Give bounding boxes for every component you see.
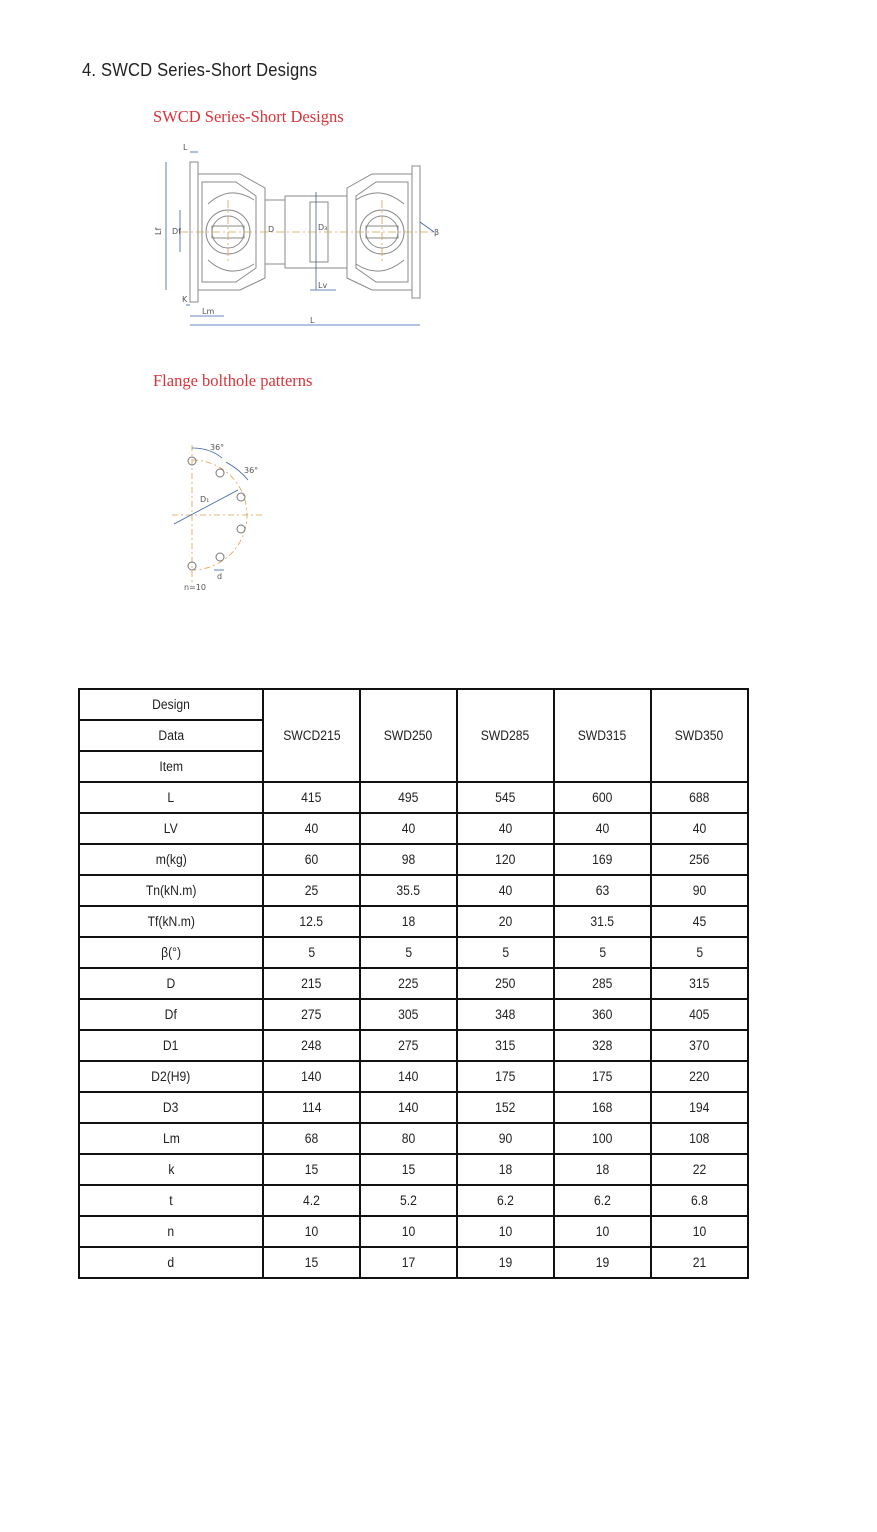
table-cell: 6.2 <box>457 1185 554 1216</box>
table-cell: 5 <box>263 937 360 968</box>
row-item-label: t <box>79 1185 263 1216</box>
table-cell: 120 <box>457 844 554 875</box>
label-lv: Lv <box>318 281 328 290</box>
table-cell: 5 <box>554 937 651 968</box>
label-l-top: L <box>183 143 188 152</box>
table-cell: 15 <box>263 1154 360 1185</box>
page-heading: 4. SWCD Series-Short Designs <box>82 60 318 80</box>
table-cell: 40 <box>263 813 360 844</box>
row-item-label: Tf(kN.m) <box>79 906 263 937</box>
table-cell: 140 <box>360 1061 457 1092</box>
label-beta: β <box>434 228 440 237</box>
table-cell: 152 <box>457 1092 554 1123</box>
table-cell: 31.5 <box>554 906 651 937</box>
table-row <box>79 1061 748 1092</box>
specification-table <box>78 688 749 1279</box>
row-item-label: n <box>79 1216 263 1247</box>
table-row <box>79 1092 748 1123</box>
row-item-label: β(°) <box>79 937 263 968</box>
table-cell: 21 <box>651 1247 748 1278</box>
table-cell: 19 <box>554 1247 651 1278</box>
table-cell: 40 <box>651 813 748 844</box>
table-cell: 10 <box>651 1216 748 1247</box>
label-angle-2: 36° <box>244 466 259 475</box>
table-cell: 15 <box>263 1247 360 1278</box>
bolthole-title: Flange bolthole patterns <box>153 371 313 390</box>
table-cell: 168 <box>554 1092 651 1123</box>
table-cell: 328 <box>554 1030 651 1061</box>
label-l: L <box>310 316 315 325</box>
label-d: D <box>268 225 275 234</box>
row-item-label: D <box>79 968 263 999</box>
label-df: Df <box>172 227 181 236</box>
table-row <box>79 1185 748 1216</box>
table-cell: 108 <box>651 1123 748 1154</box>
table-cell: 4.2 <box>263 1185 360 1216</box>
table-cell: 10 <box>360 1216 457 1247</box>
table-cell: 98 <box>360 844 457 875</box>
table-row <box>79 906 748 937</box>
table-cell: 175 <box>457 1061 554 1092</box>
table-cell: 600 <box>554 782 651 813</box>
table-cell: 250 <box>457 968 554 999</box>
table-cell: 40 <box>360 813 457 844</box>
table-cell: 248 <box>263 1030 360 1061</box>
table-row <box>79 782 748 813</box>
table-row <box>79 1030 748 1061</box>
row-item-label: d <box>79 1247 263 1278</box>
table-row <box>79 813 748 844</box>
table-cell: 5 <box>651 937 748 968</box>
table-cell: 40 <box>457 813 554 844</box>
table-cell: 275 <box>263 999 360 1030</box>
table-cell: 140 <box>360 1092 457 1123</box>
table-cell: 6.8 <box>651 1185 748 1216</box>
label-lm: Lm <box>202 307 215 316</box>
table-cell: 688 <box>651 782 748 813</box>
table-cell: 360 <box>554 999 651 1030</box>
table-cell: 225 <box>360 968 457 999</box>
row-item-label: Df <box>79 999 263 1030</box>
label-k: K <box>182 295 188 304</box>
table-cell: 370 <box>651 1030 748 1061</box>
table-cell: 194 <box>651 1092 748 1123</box>
header-label-item: Item <box>79 751 263 782</box>
row-item-label: D3 <box>79 1092 263 1123</box>
model-header: SWD285 <box>457 689 554 782</box>
table-cell: 169 <box>554 844 651 875</box>
table-cell: 40 <box>554 813 651 844</box>
table-cell: 5 <box>457 937 554 968</box>
row-item-label: m(kg) <box>79 844 263 875</box>
table-row <box>79 937 748 968</box>
row-item-label: k <box>79 1154 263 1185</box>
table-cell: 5 <box>360 937 457 968</box>
header-label-design: Design <box>79 689 263 720</box>
table-header-row <box>79 689 748 720</box>
table-cell: 19 <box>457 1247 554 1278</box>
label-d3: D₃ <box>318 223 328 232</box>
row-item-label: LV <box>79 813 263 844</box>
table-cell: 415 <box>263 782 360 813</box>
model-header: SWD350 <box>651 689 748 782</box>
table-cell: 35.5 <box>360 875 457 906</box>
label-n: n=10 <box>184 583 206 592</box>
table-cell: 545 <box>457 782 554 813</box>
table-cell: 175 <box>554 1061 651 1092</box>
table-cell: 45 <box>651 906 748 937</box>
table-cell: 60 <box>263 844 360 875</box>
table-row <box>79 999 748 1030</box>
table-cell: 256 <box>651 844 748 875</box>
label-angle-1: 36° <box>210 443 225 452</box>
table-cell: 25 <box>263 875 360 906</box>
table-cell: 20 <box>457 906 554 937</box>
label-d1: D₁ <box>200 495 210 504</box>
header-label-data: Data <box>79 720 263 751</box>
table-cell: 10 <box>554 1216 651 1247</box>
bolthole-pattern-drawing <box>170 440 270 595</box>
table-cell: 215 <box>263 968 360 999</box>
model-header: SWD250 <box>360 689 457 782</box>
table-cell: 285 <box>554 968 651 999</box>
model-header: SWCD215 <box>263 689 360 782</box>
table-cell: 315 <box>457 1030 554 1061</box>
table-row <box>79 1247 748 1278</box>
diagram-title: SWCD Series-Short Designs <box>153 107 344 126</box>
model-header: SWD315 <box>554 689 651 782</box>
table-cell: 10 <box>263 1216 360 1247</box>
table-cell: 63 <box>554 875 651 906</box>
row-item-label: Tn(kN.m) <box>79 875 263 906</box>
row-item-label: L <box>79 782 263 813</box>
table-cell: 22 <box>651 1154 748 1185</box>
table-cell: 114 <box>263 1092 360 1123</box>
row-item-label: D2(H9) <box>79 1061 263 1092</box>
table-row <box>79 1216 748 1247</box>
coupling-drawing <box>150 140 450 345</box>
table-cell: 495 <box>360 782 457 813</box>
table-cell: 18 <box>457 1154 554 1185</box>
table-cell: 6.2 <box>554 1185 651 1216</box>
row-item-label: D1 <box>79 1030 263 1061</box>
table-cell: 348 <box>457 999 554 1030</box>
table-row <box>79 968 748 999</box>
table-row <box>79 875 748 906</box>
table-cell: 90 <box>651 875 748 906</box>
table-cell: 315 <box>651 968 748 999</box>
label-small-d: d <box>217 572 223 581</box>
table-cell: 15 <box>360 1154 457 1185</box>
table-cell: 12.5 <box>263 906 360 937</box>
table-row <box>79 1154 748 1185</box>
table-cell: 17 <box>360 1247 457 1278</box>
table-cell: 305 <box>360 999 457 1030</box>
table-cell: 275 <box>360 1030 457 1061</box>
table-cell: 5.2 <box>360 1185 457 1216</box>
table-cell: 18 <box>554 1154 651 1185</box>
table-cell: 140 <box>263 1061 360 1092</box>
row-item-label: Lm <box>79 1123 263 1154</box>
table-cell: 10 <box>457 1216 554 1247</box>
table-cell: 40 <box>457 875 554 906</box>
table-row <box>79 844 748 875</box>
table-cell: 220 <box>651 1061 748 1092</box>
label-lf: Lf <box>154 227 163 235</box>
table-cell: 80 <box>360 1123 457 1154</box>
table-cell: 90 <box>457 1123 554 1154</box>
table-cell: 68 <box>263 1123 360 1154</box>
table-row <box>79 1123 748 1154</box>
table-cell: 18 <box>360 906 457 937</box>
table-cell: 405 <box>651 999 748 1030</box>
table-cell: 100 <box>554 1123 651 1154</box>
